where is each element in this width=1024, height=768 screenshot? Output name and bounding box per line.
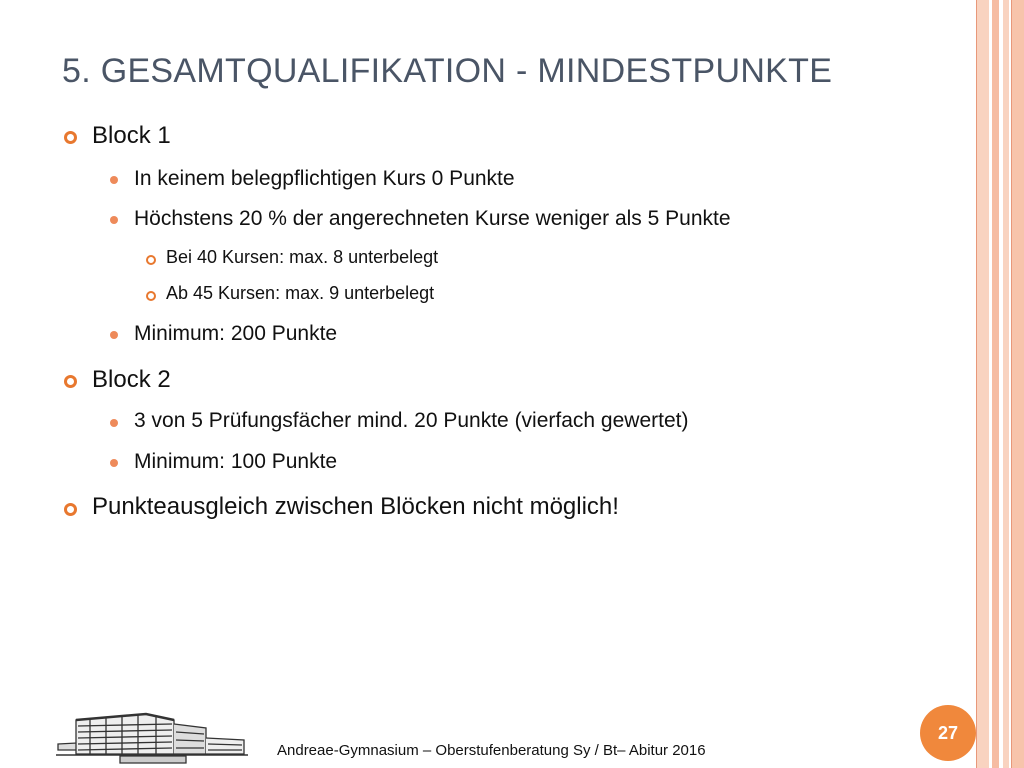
ring-bullet-icon: [64, 131, 77, 144]
dot-bullet-icon: [110, 419, 118, 427]
bullet-block-1: Block 1: [92, 122, 171, 149]
decorative-stripe-line: [1011, 0, 1012, 768]
ring-bullet-icon: [146, 291, 156, 301]
footer-text: Andreae-Gymnasium – Oberstufenberatung Sy / Bt– Abitur 2016: [277, 742, 706, 759]
dot-bullet-icon: [110, 459, 118, 467]
school-building-logo: [56, 710, 248, 764]
decorative-stripe: [1012, 0, 1024, 768]
bullet-40-courses: Bei 40 Kursen: max. 8 unterbelegt: [166, 247, 439, 267]
ring-bullet-icon: [64, 503, 77, 516]
slide-title: 5. GESAMTQUALIFIKATION - MINDESTPUNKTE: [62, 52, 833, 90]
dot-bullet-icon: [110, 176, 118, 184]
decorative-stripe-line: [976, 0, 977, 768]
bullet-45-courses: Ab 45 Kursen: max. 9 unterbelegt: [166, 283, 435, 303]
decorative-stripe: [1003, 0, 1009, 768]
bullet-minimum-100: Minimum: 100 Punkte: [134, 450, 338, 473]
ring-bullet-icon: [146, 255, 156, 265]
bullet-minimum-200: Minimum: 200 Punkte: [134, 322, 338, 345]
bullet-max-20-percent: Höchstens 20 % der angerechneten Kurse weniger als 5 Punkte: [134, 207, 731, 230]
ring-bullet-icon: [64, 375, 77, 388]
bullet-no-zero-points: In keinem belegpflichtigen Kurs 0 Punkte: [134, 167, 515, 190]
dot-bullet-icon: [110, 216, 118, 224]
bullet-exam-subjects: 3 von 5 Prüfungsfächer mind. 20 Punkte (vierfach gewertet): [134, 409, 689, 432]
bullet-no-compensation: Punkteausgleich zwischen Blöcken nicht möglich!: [92, 493, 619, 520]
decorative-stripe: [992, 0, 999, 768]
dot-bullet-icon: [110, 331, 118, 339]
page-number-badge: 27: [920, 705, 976, 761]
bullet-block-2: Block 2: [92, 366, 171, 393]
decorative-stripe: [977, 0, 989, 768]
